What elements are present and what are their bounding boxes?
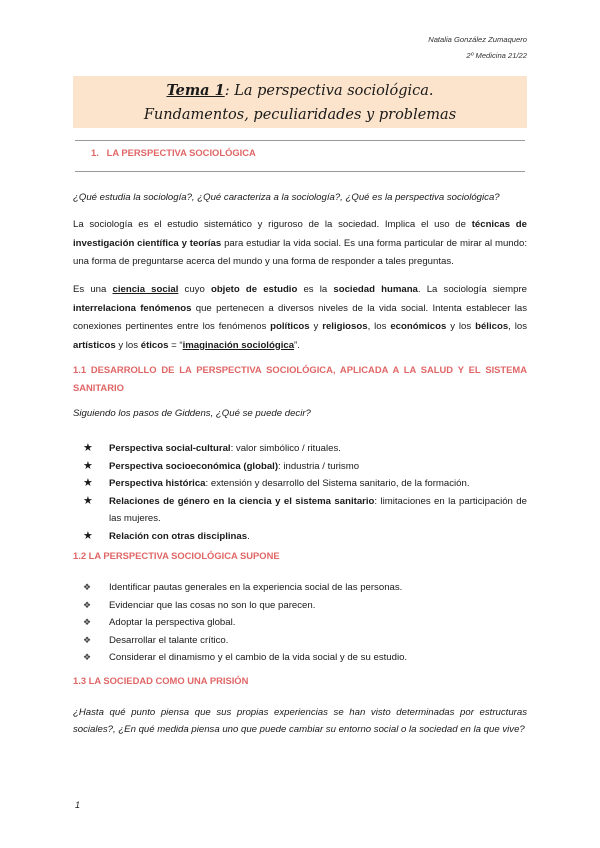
emphasized-text: Perspectiva histórica: [109, 478, 206, 489]
text-run: La sociología es el estudio sistemático y riguroso de la sociedad. Implica el uso de: [73, 219, 472, 230]
section-heading-1-3: 1.3 LA SOCIEDAD COMO UNA PRISIÓN: [73, 675, 249, 686]
list-item: [73, 632, 527, 650]
list-item-text: Considerar el dinamismo y el cambio de la vida social y de su estudio.: [109, 652, 408, 663]
text-run: Es una: [73, 284, 113, 295]
emphasized-text: bélicos: [475, 321, 509, 332]
section-heading-1-2: 1.2 LA PERSPECTIVA SOCIOLÓGICA SUPONE: [73, 550, 280, 561]
text-run: : extensión y desarrollo del Sistema sanitario, de la formación.: [205, 478, 470, 489]
emphasized-text: religiosos: [322, 321, 368, 332]
emphasized-text: interrelaciona fenómenos: [73, 302, 192, 314]
title-line1: : La perspectiva sociológica.: [224, 83, 434, 99]
star-bullet-icon: ★: [83, 477, 93, 489]
emphasized-text: ciencia social: [112, 284, 179, 295]
diamond-bullet-icon: ❖: [83, 617, 92, 627]
section-heading-1: [91, 147, 256, 158]
text-run: = “: [168, 339, 183, 351]
emphasized-text: Relación con otras disciplinas: [109, 530, 248, 542]
list-item: [73, 579, 527, 597]
paragraph-object: [73, 281, 527, 355]
title-tema: Tema 1: [166, 82, 225, 99]
diamond-bullet-icon: ❖: [83, 582, 92, 592]
diamond-bullet-icon: ❖: [83, 652, 92, 662]
text-run: : valor simbólico / rituales.: [230, 443, 341, 454]
document-header: [428, 32, 527, 64]
emphasized-text: éticos: [140, 339, 169, 351]
divider: [75, 140, 525, 141]
emphasized-text: imaginación sociológica: [182, 339, 295, 351]
prison-question: ¿Hasta qué punto piensa que sus propias experiencias se han visto determinadas por estructuras sociales?, ¿En qué medida piensa uno que puede cambiar su entorno social o la sociedad en la que vive?: [73, 707, 527, 735]
emphasized-text: Perspectiva social-cultural: [109, 443, 231, 454]
emphasized-text: artísticos: [73, 339, 116, 351]
section-heading-1-1: 1.1 DESARROLLO DE LA PERSPECTIVA SOCIOLÓGICA, APLICADA A LA SALUD Y EL SISTEMA SANITARIO: [73, 364, 527, 393]
divider: [75, 171, 525, 172]
list-item: [73, 649, 527, 667]
list-item: [73, 475, 527, 493]
star-bullet-icon: ★: [83, 442, 93, 454]
course-label: 2º Medicina 21/22: [466, 51, 527, 60]
star-bullet-icon: ★: [83, 459, 93, 472]
page-number: 1: [75, 800, 81, 810]
list-item: [73, 458, 527, 476]
star-bullet-list: [73, 440, 527, 545]
emphasized-text: objeto de estudio: [210, 284, 298, 295]
list-item-text: Evidenciar que las cosas no son lo que parecen.: [109, 599, 316, 611]
author-name: Natalia González Zumaquero: [428, 35, 527, 44]
text-run: : industria / turismo: [278, 460, 360, 472]
giddens-question: Siguiendo los pasos de Giddens, ¿Qué se puede decir?: [73, 408, 311, 419]
section-title: LA PERSPECTIVA SOCIOLÓGICA: [106, 147, 256, 158]
emphasized-text: Relaciones de género en la ciencia y el sistema sanitario: [109, 495, 375, 507]
emphasized-text: económicos: [390, 321, 447, 332]
list-item-text: Identificar pautas generales en la experiencia social de las personas.: [109, 582, 403, 593]
text-run: cuyo: [178, 284, 211, 295]
paragraph-definition: [73, 216, 527, 272]
document-title: [73, 76, 527, 128]
section-number: 1.: [91, 147, 99, 158]
text-run: y los: [446, 321, 476, 332]
text-run: , los: [508, 321, 527, 332]
text-run: . La sociología siempre: [417, 284, 527, 295]
emphasized-text: sociedad humana: [333, 284, 418, 295]
text-run: : limitaciones en la participación de las mujeres.: [109, 495, 527, 524]
emphasized-text: Perspectiva socioeconómica (global): [109, 460, 279, 472]
list-item: [73, 597, 527, 615]
text-run: para estudiar la vida social. Es una forma particular de mirar al mundo: una forma de preguntarse acerca del mundo y una forma de responder a tales preguntas.: [73, 237, 527, 267]
list-item: [73, 528, 527, 546]
text-run: ”.: [294, 339, 300, 351]
text-run: que pertenecen a diversos niveles de la vida social. Intenta establecer las conexiones pertinentes entre los fenómenos: [73, 302, 528, 332]
list-item: [73, 614, 527, 632]
emphasized-text: políticos: [270, 321, 310, 332]
text-run: y los: [115, 339, 141, 351]
list-item-text: Desarrollar el talante crítico.: [109, 634, 229, 646]
text-run: y: [309, 321, 323, 332]
diamond-bullet-list: [73, 579, 527, 667]
list-item: [73, 493, 527, 528]
star-bullet-icon: ★: [83, 529, 93, 542]
star-bullet-icon: ★: [83, 494, 93, 507]
text-run: , los: [367, 321, 391, 332]
diamond-bullet-icon: ❖: [83, 599, 92, 610]
emphasized-text: técnicas de investigación científica y teorías: [73, 219, 528, 249]
list-item: [73, 440, 527, 458]
text-run: es la: [297, 284, 334, 295]
title-line2: Fundamentos, peculiaridades y problemas: [143, 107, 457, 123]
text-run: .: [247, 530, 250, 542]
diamond-bullet-icon: ❖: [83, 634, 92, 645]
intro-question: ¿Qué estudia la sociología?, ¿Qué caracteriza a la sociología?, ¿Qué es la perspectiva sociológica?: [73, 192, 500, 203]
list-item-text: Adoptar la perspectiva global.: [109, 617, 236, 628]
